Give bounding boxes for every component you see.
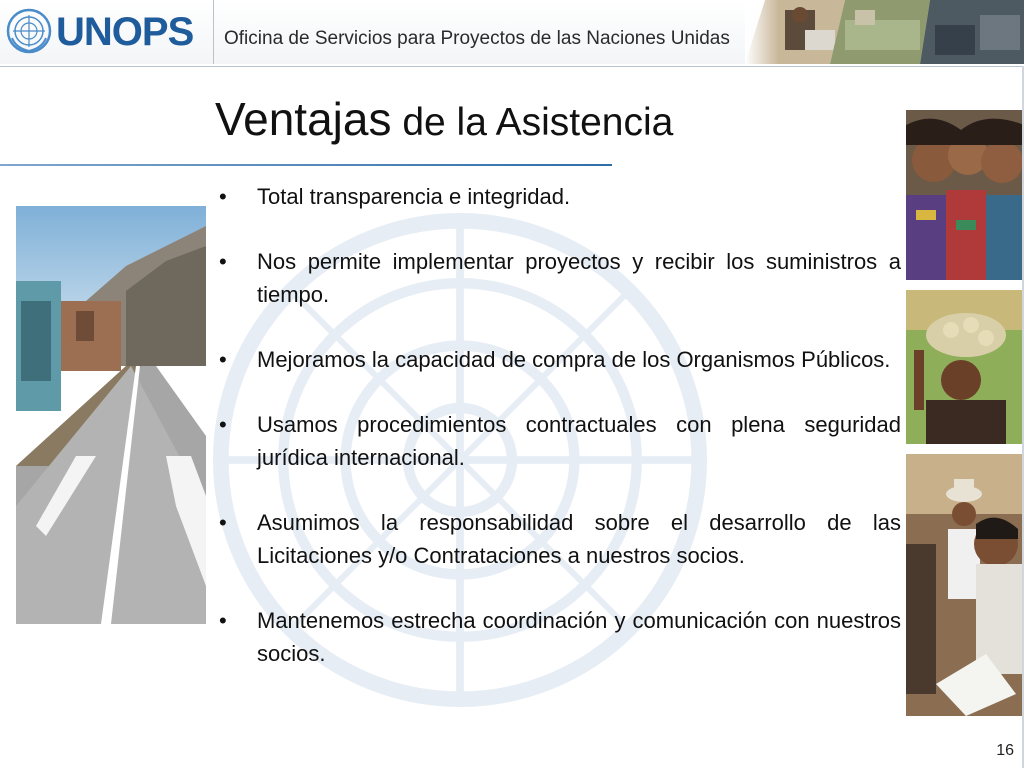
children-photo (906, 110, 1024, 280)
bullet-icon: • (219, 608, 227, 633)
market-photo (906, 454, 1024, 716)
bullet-icon: • (219, 249, 227, 274)
list-item: • Usamos procedimientos contractuales con plena seguridad jurídica internacional. (215, 408, 901, 474)
un-emblem-icon (6, 8, 52, 54)
bullet-list (215, 180, 901, 702)
bullet-icon: • (219, 510, 227, 535)
bullet-icon: • (219, 347, 227, 372)
header-subtitle: Oficina de Servicios para Proyectos de las Naciones Unidas (224, 28, 730, 49)
slide-title (215, 92, 673, 146)
page-number: 16 (996, 742, 1014, 759)
slide-title-rest: de la Asistencia (391, 101, 674, 144)
bullet-icon: • (219, 184, 227, 209)
list-item: • Total transparencia e integridad. (215, 180, 901, 213)
road-photo (16, 206, 206, 624)
list-item: • Nos permite implementar proyectos y recibir los suministros a tiempo. (215, 245, 901, 311)
header-photo-strip (745, 0, 1024, 64)
header-bar (0, 0, 1024, 67)
vendor-photo (906, 290, 1024, 444)
list-item: • Asumimos la responsabilidad sobre el desarrollo de las Licitaciones y/o Contrataciones a nuestros socios. (215, 506, 901, 572)
slide-title-main: Ventajas (215, 93, 392, 145)
unops-logo: UNOPS (56, 10, 194, 54)
title-underline (0, 164, 612, 166)
list-item: • Mejoramos la capacidad de compra de los Organismos Públicos. (215, 343, 901, 376)
list-item: • Mantenemos estrecha coordinación y comunicación con nuestros socios. (215, 604, 901, 670)
header-divider (213, 0, 214, 64)
bullet-icon: • (219, 412, 227, 437)
